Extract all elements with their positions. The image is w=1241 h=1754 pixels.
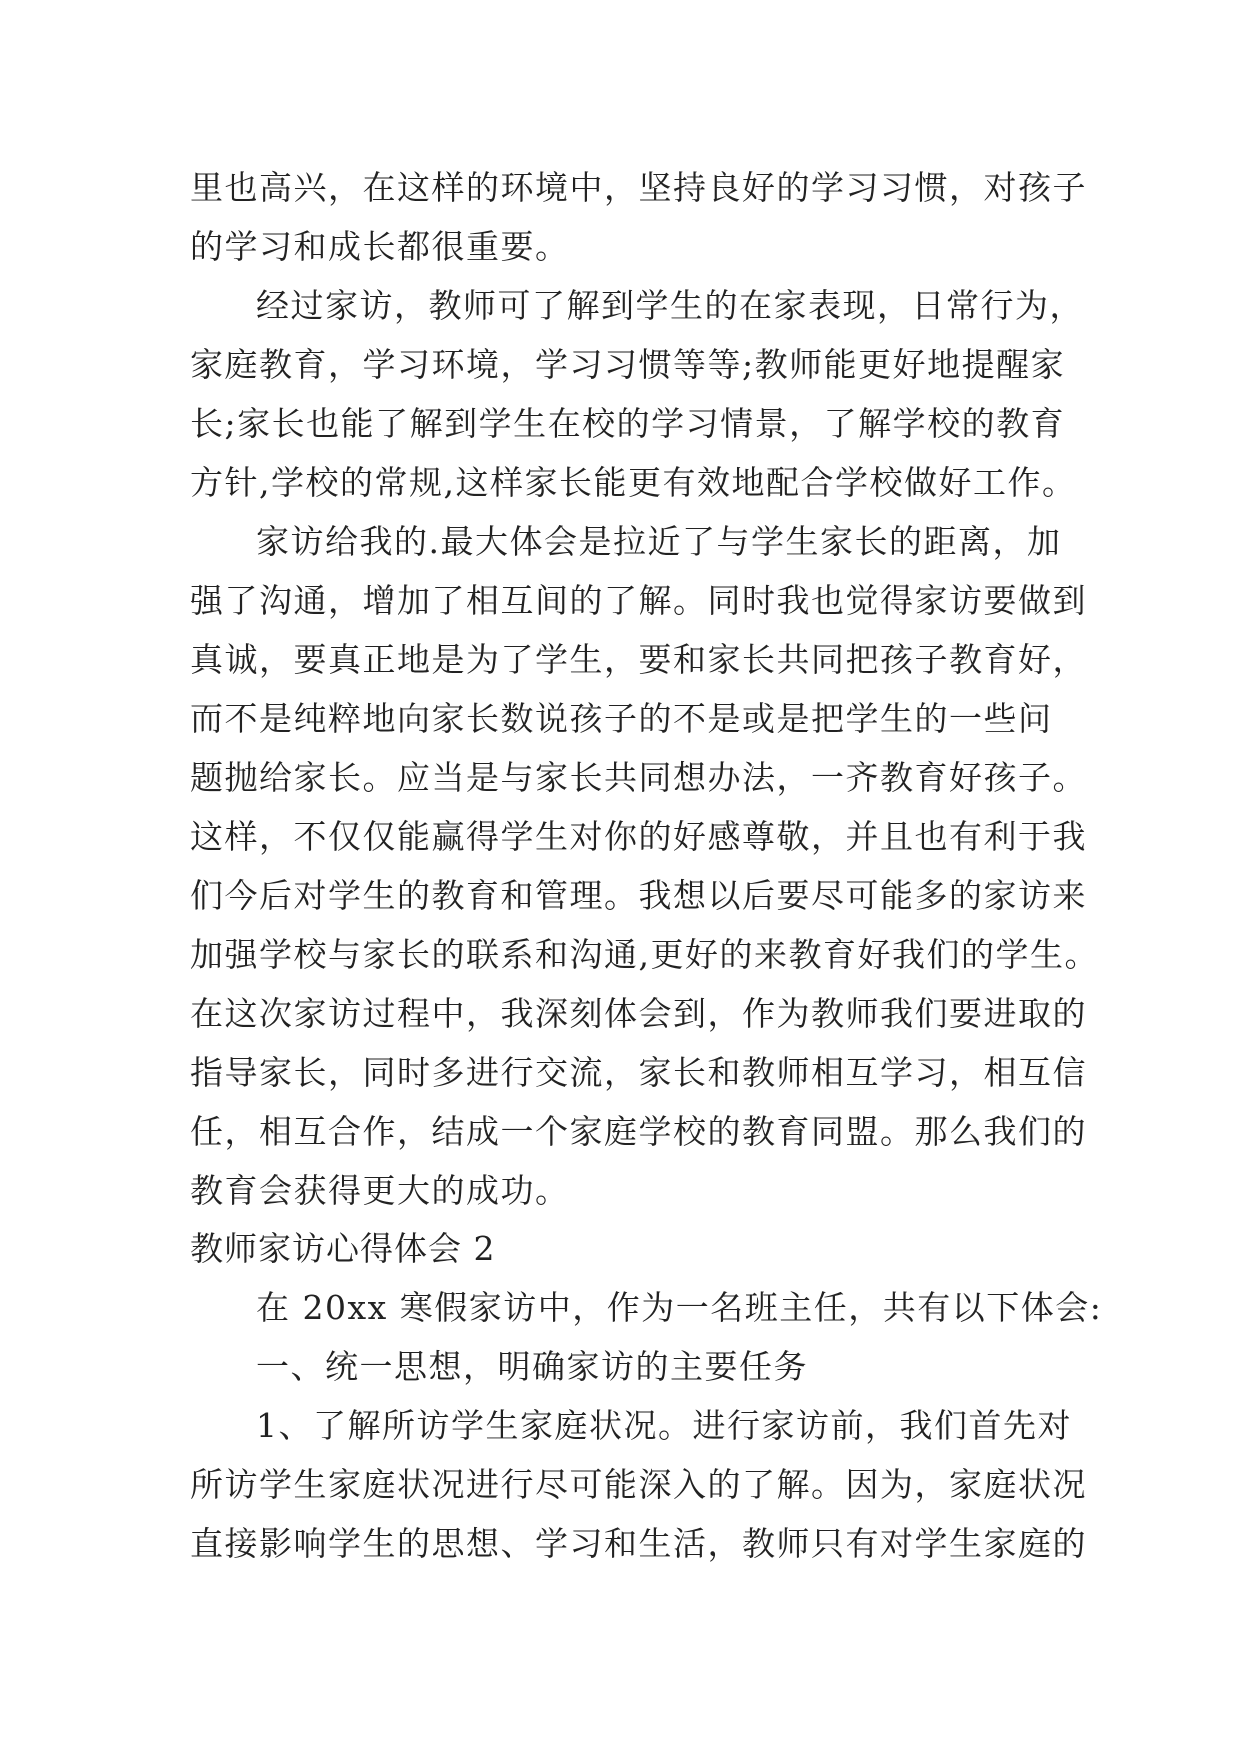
paragraph-4-line: 在 20xx 寒假家访中，作为一名班主任，共有以下体会: xyxy=(256,1288,1103,1327)
paragraph-3-line: 题抛给家长。应当是与家长共同想办法，一齐教育好孩子。 xyxy=(190,758,1087,797)
paragraph-4 xyxy=(190,1278,1103,1337)
section-title: 一、统一思想，明确家访的主要任务 xyxy=(256,1347,808,1386)
paragraph-3-line: 这样，不仅仅能赢得学生对你的好感尊敬，并且也有利于我 xyxy=(190,817,1087,856)
paragraph-5-line: 所访学生家庭状况进行尽可能深入的了解。因为，家庭状况 xyxy=(190,1465,1087,1504)
section-heading: 教师家访心得体会 2 xyxy=(190,1229,496,1268)
paragraph-2-line: 长;家长也能了解到学生在校的学习情景，了解学校的教育 xyxy=(190,404,1066,443)
paragraph-3-line: 家访给我的.最大体会是拉近了与学生家长的距离，加 xyxy=(256,522,1062,561)
document-body xyxy=(190,158,1103,1573)
paragraph-3-line: 教育会获得更大的成功。 xyxy=(190,1171,570,1210)
paragraph-5-line: 直接影响学生的思想、学习和生活，教师只有对学生家庭的 xyxy=(190,1524,1087,1563)
paragraph-5-line: 1、了解所访学生家庭状况。进行家访前，我们首先对 xyxy=(256,1406,1072,1445)
paragraph-3-line: 在这次家访过程中，我深刻体会到，作为教师我们要进取的 xyxy=(190,994,1087,1033)
paragraph-2 xyxy=(190,276,1084,512)
paragraph-2-line: 经过家访，教师可了解到学生的在家表现，日常行为， xyxy=(256,286,1084,325)
paragraph-3-line: 们今后对学生的教育和管理。我想以后要尽可能多的家访来 xyxy=(190,876,1087,915)
paragraph-1-line: 里也高兴，在这样的环境中，坚持良好的学习习惯，对孩子 xyxy=(190,168,1087,207)
paragraph-3-line: 任，相互合作，结成一个家庭学校的教育同盟。那么我们的 xyxy=(190,1112,1087,1151)
paragraph-5 xyxy=(190,1396,1087,1573)
paragraph-3-line: 强了沟通，增加了相互间的了解。同时我也觉得家访要做到 xyxy=(190,581,1087,620)
paragraph-3-line: 指导家长，同时多进行交流，家长和教师相互学习，相互信 xyxy=(190,1053,1087,1092)
paragraph-2-line: 方针,学校的常规,这样家长能更有效地配合学校做好工作。 xyxy=(190,463,1077,502)
paragraph-2-line: 家庭教育，学习环境，学习习惯等等;教师能更好地提醒家 xyxy=(190,345,1066,384)
paragraph-3-line: 而不是纯粹地向家长数说孩子的不是或是把学生的一些问 xyxy=(190,699,1053,738)
paragraph-1-line: 的学习和成长都很重要。 xyxy=(190,227,570,266)
paragraph-3 xyxy=(190,512,1099,1220)
paragraph-3-line: 加强学校与家长的联系和沟通,更好的来教育好我们的学生。 xyxy=(190,935,1099,974)
paragraph-3-line: 真诚，要真正地是为了学生，要和家长共同把孩子教育好， xyxy=(190,640,1087,679)
paragraph-1 xyxy=(190,158,1087,276)
